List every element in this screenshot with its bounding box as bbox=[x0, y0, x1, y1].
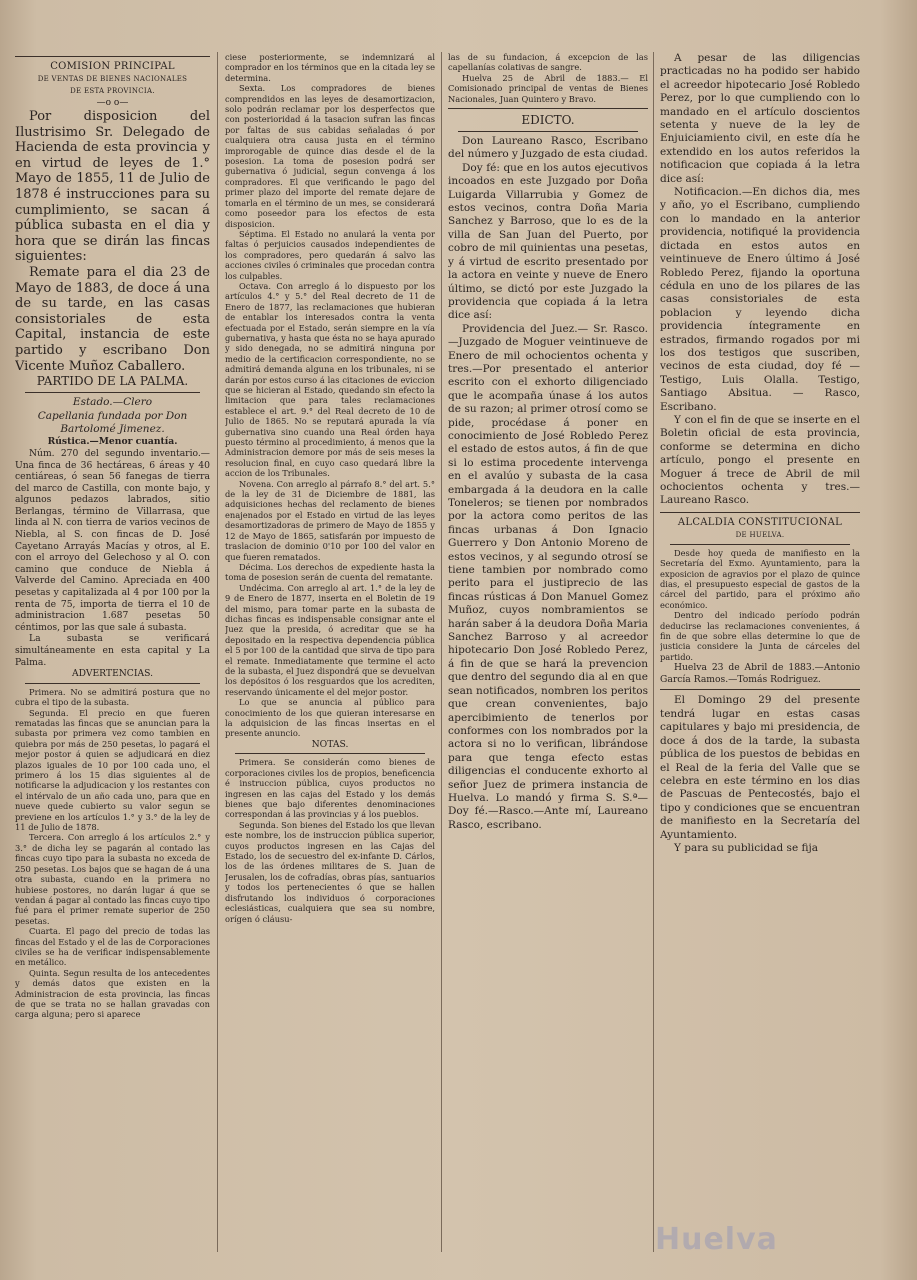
edicto-heading: EDICTO. bbox=[521, 113, 575, 128]
rustica-heading: Rústica.—Menor cuantía. bbox=[47, 436, 178, 448]
alcaldia-subheading: DE HUELVA. bbox=[735, 530, 785, 539]
simultaneous-paragraph: La subasta se verificará simultáneamente en esta capital y La Palma. bbox=[15, 633, 210, 668]
column-1 bbox=[15, 52, 210, 1257]
section-header: COMISION PRINCIPAL bbox=[50, 61, 175, 72]
edicto-author: Don Laureano Rasco, Escribano del número y Juzgado de esta ciudad. bbox=[448, 135, 648, 161]
providencia-paragraph: Providencia del Juez.— Sr. Rasco.—Juzgado de Moguer veintinueve de Enero de mil ochocientos ochenta y tres.—Por presentado el anterior escrito con el exhorto diligenciado que le acompaña únase á los autos de su razon; al primer otrosí como se pide, procédase á poner en conocimiento de José Robledo Perez el estado de estos autos, á fin de que si lo estima procedente intervenga en el avalúo y subasta de la casa embargada á la deudora en la calle Toneleros; se tienen por nombrados por la actora como peritos de las fincas urbanas á Don Ignacio Guerrero y Don Antonio Moreno de estos vecinos, y al segundo otrosí se tiene tambien por nombrado como perito para el justiprecio de las fincas rústicas á Don Manuel Gomez Muñoz, cuyos nombramientos se harán saber á la deudora Doña Maria Sanchez Barroso y al acreedor hipotecario Don José Robledo Perez, á fin de que se hará la prevencion que dentro del segundo dia al en que sean notificados, nombren los peritos que crean convenientes, bajo apercibimiento de tenerlos por conformes con los nombrados por la actora si no lo verifican, librándose para que tenga efecto estas diligencias el conducente exhorto al señor Juez de primera instancia de Huelva. Lo mandó y firma S. S.ª—Doy fé.—Rasco.—Ante mí, Laureano Rasco, escribano. bbox=[448, 322, 648, 831]
doy-fe-paragraph: Doy fé: que en los autos ejecutivos incoados en este Juzgado por Doña Luigarda Villarrubia y Gomez de estos vecinos, contra Doña Maria Sanchez y Barroso, que lo es de la villa de San Juan del Puerto, por cobro de mil quinientas una pesetas, y á virtud de escrito presentado por la actora en veinte y nueve de Enero último, se dictó por este Juzgado la providencia que copiada á la letra dice así: bbox=[448, 161, 648, 322]
intro-paragraph: Por disposicion del Ilustrisimo Sr. Delegado de Hacienda de esta provincia y en virtud de leyes de 1.° Mayo de 1855, 11 de Julio de 1878 é instrucciones para su cumplimiento, se sacan á pública subasta en el dia y hora que se dirán las fincas siguientes: bbox=[15, 109, 210, 265]
column-4 bbox=[660, 52, 860, 1257]
domingo-paragraph: El Domingo 29 del presente tendrá lugar en estas casas capitulares y bajo mi presidencia, de doce á dos de la tarde, la subasta pública de los puestos de bebidas en el Real de la feria del Valle que se celebra en este término en los dias de Pascuas de Pentecostés, bajo el tipo y condiciones que se encuentran de manifiesto en la Secretaría del Ayuntamiento. bbox=[660, 694, 860, 841]
notas-heading: NOTAS. bbox=[311, 738, 349, 750]
remate-paragraph: Remate para el dia 23 de Mayo de 1883, de doce á una de su tarde, en las casas consistoriales de esta Capital, instancia de este partido y escribano Don Vicente Muñoz Caballero. bbox=[15, 264, 210, 374]
divider bbox=[25, 683, 200, 684]
apesar-paragraph: A pesar de las diligencias practicadas no ha podido ser habido el acreedor hipotecario José Robledo Perez, por lo que cumpliendo con lo mandado en el artículo doscientos setenta y nueve de la ley de Enjuiciamiento civil, en este día he extendido en los autos referidos la notificacion que copiada á la letra dice así: bbox=[660, 52, 860, 185]
continued-paragraph: ciese posteriormente, se indemnizará al comprador en los términos que en la citada ley se determina. bbox=[225, 52, 435, 83]
desde-paragraph: Desde hoy queda de manifiesto en la Secretaría del Exmo. Ayuntamiento, para la exposicion de agravios por el plazo de quince dias, el presupuesto especial de gastos de la cárcel del partido, para el próximo año económico. bbox=[660, 547, 860, 610]
column-3 bbox=[448, 52, 648, 1257]
divider bbox=[660, 689, 860, 690]
column-rule bbox=[217, 52, 218, 1252]
closing-paragraph: Y con el fin de que se inserte en el Boletin oficial de esta provincia, conforme se determina en dicho artículo, pongo el presente en Moguer á trece de Abril de mil ochocientos ochenta y tres.— Laureano Rasco. bbox=[660, 413, 860, 507]
divider bbox=[458, 131, 638, 132]
septima-paragraph: Séptima. El Estado no anulará la venta por faltas ó perjuicios causados independientes de los compradores, pero quedarán á salvo las acciones civiles ó criminales que procedan contra los culpables. bbox=[225, 228, 435, 281]
estado-heading: Estado.—Clero bbox=[72, 396, 153, 409]
divider bbox=[25, 392, 200, 393]
huelva-signature: Huelva 23 de Abril de 1883.—Antonio García Ramos.—Tomás Rodriguez. bbox=[660, 662, 860, 685]
novena-paragraph: Novena. Con arreglo al párrafo 8.° del art. 5.° de la ley de 31 de Diciembre de 1881, las adquisiciones hechas del reclamento de bienes enajenados por el Estado en virtud de las leyes desamortizadoras de primero de Mayo de 1855 y 12 de Mayo de 1865, satisfarán por impuesto de traslacion de dominio 0'10 por 100 del valor en que fueren rematados. bbox=[225, 478, 435, 562]
column-rule bbox=[441, 52, 442, 1252]
top-rule bbox=[15, 56, 210, 57]
advertencias-heading: ADVERTENCIAS. bbox=[72, 668, 153, 680]
divider bbox=[660, 512, 860, 513]
octava-paragraph: Octava. Con arreglo á lo dispuesto por los artículos 4.° y 5.° del Real decreto de 11 de Enero de 1877, las reclamaciones que hubieran de entablar los interesados contra la venta efectuada por el Estado, serán siempre en la vía gubernativa, y hasta que ésta no se haya apurado y sido denegada, no se admitirá ninguna por medio de la certificacion correspondiente, no se admitirá demanda alguna en los tribunales, ni se darán por estos curso á las citaciones de eviccion que se hicieran al Estado, quedando sin efecto la limitacion que para tales reclamaciones establece el art. 9.° del Real decreto de 10 de Julio de 1865. No se reputará apurada la vía gubernativa sino cuando una Real órden haya puesto término al procedimiento, á menos que la Administracion demore por más de seis meses la resolucion final, en cuyo caso quedará libre la accion de los Tribunales. bbox=[225, 280, 435, 479]
library-watermark: Huelva bbox=[655, 1222, 778, 1257]
notificacion-paragraph: Notificacion.—En dichos dia, mes y año, yo el Escribano, cumpliendo con lo mandado en la anterior providencia, notifiqué la providencia dictada en estos autos en veintinueve de Enero último á José Robledo Perez, fijando la oportuna cédula en uno de los pilares de las casas consistoriales de esta poblacion y leyendo dicha providencia íntegramente en estrados, firmando rogados por mi los dos testigos que suscriben, vecinos de esta ciudad, doy fé — Testigo, Luis Olalla. Testigo, Santiago Absitua. — Rasco, Escribano. bbox=[660, 186, 860, 413]
finca-paragraph: Núm. 270 del segundo inventario.—Una finca de 36 hectáreas, 6 áreas y 40 centiáreas, ó sean 56 fanegas de tierra del marco de Castilla, con monte bajo, y algunos pedazos labrados, sitio Berlangas, término de Villarrasa, que linda al N. con tierra de varios vecinos de Niebla, al S. con fincas de D. José Cayetano Arrayás Macías y otros, al E. con el arroyo del Gelechoso y al O. con camino que conduce de Niebla á Valverde del Camino. Apreciada en 400 pesetas y capitalizada al 4 por 100 por la renta de 75, importa de tierra el 10 de administracion 1.687 pesetas 50 céntimos, por las que sale á subasta. bbox=[15, 447, 210, 633]
advertencia-5: Quinta. Segun resulta de los antecedentes y demás datos que existen en la Administracion de esta provincia, las fincas de que se trata no se hallan gravadas con carga alguna; pero si aparece bbox=[15, 967, 210, 1020]
column-2 bbox=[225, 52, 435, 1257]
partido-heading: PARTIDO DE LA PALMA. bbox=[36, 374, 189, 389]
section-subheader: DE VENTAS DE BIENES NACIONALES bbox=[37, 75, 188, 83]
advertencia-4: Cuarta. El pago del precio de todas las fincas del Estado y el de las de Corporaciones civiles se ha de verificar indispensablemente en metálico. bbox=[15, 926, 210, 968]
decima-paragraph: Décima. Los derechos de expediente hasta la toma de posesion serán de cuenta del rematante. bbox=[225, 561, 435, 583]
nota-1: Primera. Se considerán como bienes de corporaciones civiles los de propios, beneficencia é instruccion pública, cuyos productos no ingresen en las cajas del Estado y los demás bienes que bajo diferentes denominaciones correspondan á las provincias y á los pueblos. bbox=[225, 757, 435, 820]
continued-paragraph: las de su fundacion, á excepcion de las capellanías colativas de sangre. bbox=[448, 52, 648, 73]
section-subheader: DE ESTA PROVINCIA. bbox=[70, 87, 155, 95]
separator: —o o— bbox=[96, 98, 129, 108]
divider bbox=[448, 108, 648, 109]
sexta-paragraph: Sexta. Los compradores de bienes comprendidos en las leyes de desamortizacion, solo podrán reclamar por los desperfectos que con posterioridad á la tasacion sufran las fincas por faltas de sus cabidas señaladas ó por cualquiera otra causa justa en el término improrogable de quince dias desde el de la posesion. La toma de posesion podrá ser gubernativa ó judicial, segun convenga á los compradores. El que verificando le pago del primer plazo del importe del remate dejare de tomarla en el término de un mes, se considerará como poseedor para los efectos de esta disposicion. bbox=[225, 83, 435, 229]
publicidad-paragraph: Y para su publicidad se fija bbox=[674, 841, 819, 854]
alcaldia-heading: ALCALDIA CONSTITUCIONAL bbox=[677, 516, 843, 528]
nota-2: Segunda. Son bienes del Estado los que llevan este nombre, los de instruccion pública superior, cuyos productos ingresen en las Cajas del Estado, los de secuestro del ex-infante D. Cárlos, los de las órdenes militares de S. Juan de Jerusalen, los de cofradías, obras pías, santuarios y todos los pertenecientes ó que se hallen disfrutando los individuos ó corporaciones eclesiásticas, cualquiera que sea su nombre, orígen ó cláusu- bbox=[225, 819, 435, 924]
signature-date: Huelva 25 de Abril de 1883.— El Comisionado principal de ventas de Bienes Nacionales, Juan Quintero y Bravo. bbox=[448, 72, 648, 104]
capellania-heading: Capellania fundada por Don Bartolomé Jimenez. bbox=[37, 409, 188, 435]
undecima-paragraph: Undécima. Con arreglo al art. 1.° de la ley de 9 de Enero de 1877, inserta en el Boletin de 19 del mismo, para tomar parte en la subasta de dichas fincas es indispensable consignar ante el Juez que la presida, ó acreditar que se ha depositado en la respectiva dependencia pública el 5 por 100 de la cantidad que sirva de tipo para el remate. Inmediatamente que termine el acto de la subasta, el Juez dispondrá que se devuelvan los depósitos ó los resguardos que los acrediten, reservando únicamente el del mejor postor. bbox=[225, 582, 435, 697]
advertencia-3: Tercera. Con arreglo á los artículos 2.° y 3.° de dicha ley se pagarán al contado las fincas cuyo tipo para la subasta no exceda de 250 pesetas. Los bajos que se hagan de á una otra subasta, cuando en la primera no hubiese postores, no darán lugar á que se vendan á pagar al contado las fincas cuyo tipo fué para el primer remate superior de 250 pesetas. bbox=[15, 832, 210, 926]
anuncio-paragraph: Lo que se anuncia al público para conocimiento de los que quieran interesarse en la adquisicion de las fincas insertas en el presente anuncio. bbox=[225, 697, 435, 739]
column-rule bbox=[653, 52, 654, 1252]
divider bbox=[670, 544, 850, 545]
dentro-paragraph: Dentro del indicado período podrán deducirse las reclamaciones convenientes, á fin de que sobre ellas determine lo que de justicia considere la Junta de cárceles del partido. bbox=[660, 610, 860, 662]
advertencia-2: Segunda. El precio en que fueren rematadas las fincas que se anuncian para la subasta por primera vez como tambien en quiebra por más de 250 pesetas, lo pagará el mejor postor á quien se adjudicará en diez plazos iguales de 10 por 100 cada uno, el primero á los 15 dias siguientes al de notificarse la adjudicacion y los restantes con el intérvalo de un año cada uno, para que en nueve quede cubierto su valor segun se previene en los artículos 1.° y 3.° de la ley de 11 de Julio de 1878. bbox=[15, 707, 210, 833]
advertencia-1: Primera. No se admitirá postura que no cubra el tipo de la subasta. bbox=[15, 686, 210, 708]
divider bbox=[235, 753, 425, 754]
